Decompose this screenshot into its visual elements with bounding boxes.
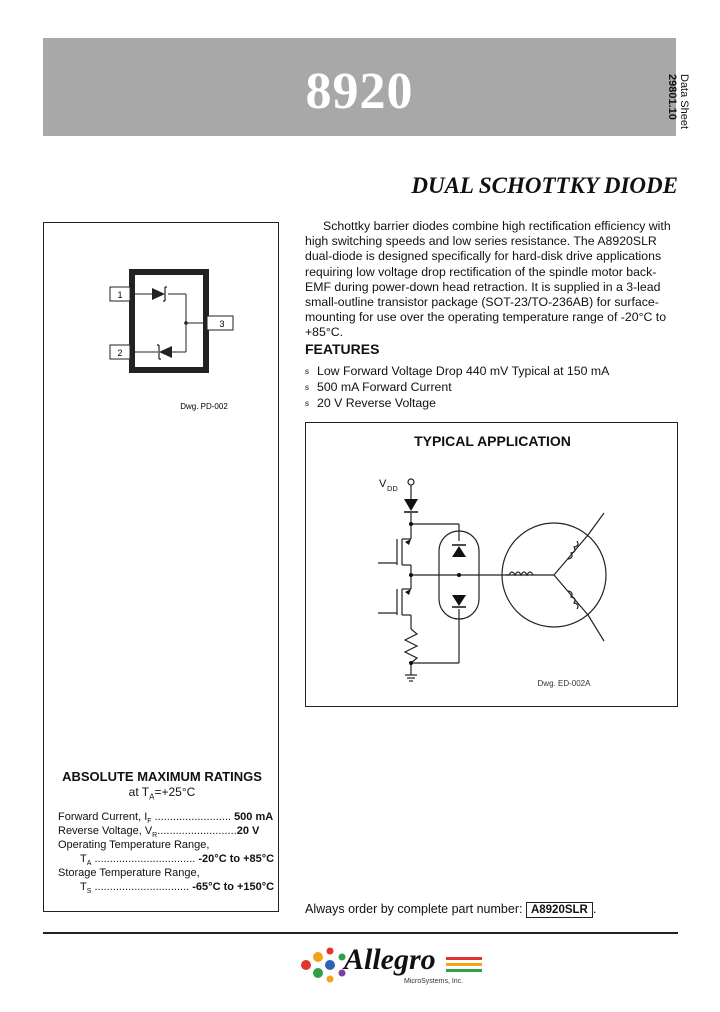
vdd-sub: DD — [387, 484, 398, 493]
application-drawing-ref: Dwg. ED-002A — [537, 679, 591, 688]
left-panel — [43, 222, 279, 912]
feature-item: s Low Forward Voltage Drop 440 mV Typical at 150 mA — [305, 364, 610, 379]
diode-2-symbol — [157, 345, 172, 359]
features-list — [305, 364, 609, 412]
bullet-icon: s — [305, 367, 309, 376]
feature-item: s 500 mA Forward Current — [305, 380, 452, 395]
order-line — [305, 902, 596, 918]
application-circuit — [306, 423, 679, 708]
logo-subtitle: MicroSystems, Inc. — [404, 978, 464, 985]
rating-storage-temp: $T_S$ ............................... -65°C to +150°C — [80, 881, 275, 896]
package-diagram — [44, 223, 280, 423]
rating-storage-temp-label: Storage Temperature Range, — [58, 867, 200, 879]
allegro-logo — [296, 943, 486, 989]
rating-operating-temp-label: Operating Temperature Range, — [58, 839, 210, 851]
ratings-heading: ABSOLUTE MAXIMUM RATINGS — [62, 769, 262, 784]
package-drawing-ref: Dwg. PD-002 — [180, 402, 228, 411]
ratings-condition: at $T_A=+25^\circ C$ — [128, 785, 196, 802]
typical-application-panel — [305, 422, 678, 707]
part-number: 8920 — [305, 63, 414, 120]
rating-reverse-voltage: Reverse Voltage, $V_R..........................20$ V — [58, 825, 260, 840]
side-label-line2: 29801.10 — [666, 74, 678, 120]
intro-paragraph: Schottky barrier diodes combine high rectification efficiency with high switching speeds and low series resistance. The A8920SLR dual-diode is designed specifically for hard-disk drive applications requiring low voltage drop rectification of the spindle motor back-EMF during power-down head retraction. It is supplied in a 3-lead small-outline transistor package (SOT-23/TO-236AB) for surface-mounting for use over the operating temperature range of -20°C to +85°C. — [305, 219, 671, 340]
logo-text: Allegro — [344, 943, 436, 976]
pin-1-label: 1 — [117, 290, 123, 300]
typical-application-heading: TYPICAL APPLICATION — [414, 433, 571, 449]
features-heading: FEATURES — [305, 341, 380, 357]
order-period: . — [592, 902, 597, 916]
side-label — [664, 74, 690, 154]
header-band — [43, 38, 676, 136]
rating-forward-current: Forward Current, $I_F$ ......................... 500 mA — [58, 811, 274, 826]
footer-rule — [43, 932, 678, 934]
vdd-label: V — [379, 478, 387, 490]
feature-item: s 20 V Reverse Voltage — [305, 396, 436, 411]
document-title: DUAL SCHOTTKY DIODE — [411, 173, 678, 198]
intro-text — [305, 219, 677, 341]
side-label-line1: Data Sheet — [678, 74, 690, 130]
order-part-number: A8920SLR — [526, 902, 593, 918]
rating-operating-temp: $T_A$ ................................. -20°C to +85°C — [80, 853, 275, 868]
bullet-icon: s — [305, 382, 309, 392]
pin-2-label: 2 — [117, 348, 123, 358]
pin-3-label: 3 — [219, 319, 225, 329]
order-text: Always order by complete part number: — [305, 902, 523, 916]
diode-1-symbol — [152, 287, 167, 301]
bullet-icon: s — [305, 398, 309, 408]
